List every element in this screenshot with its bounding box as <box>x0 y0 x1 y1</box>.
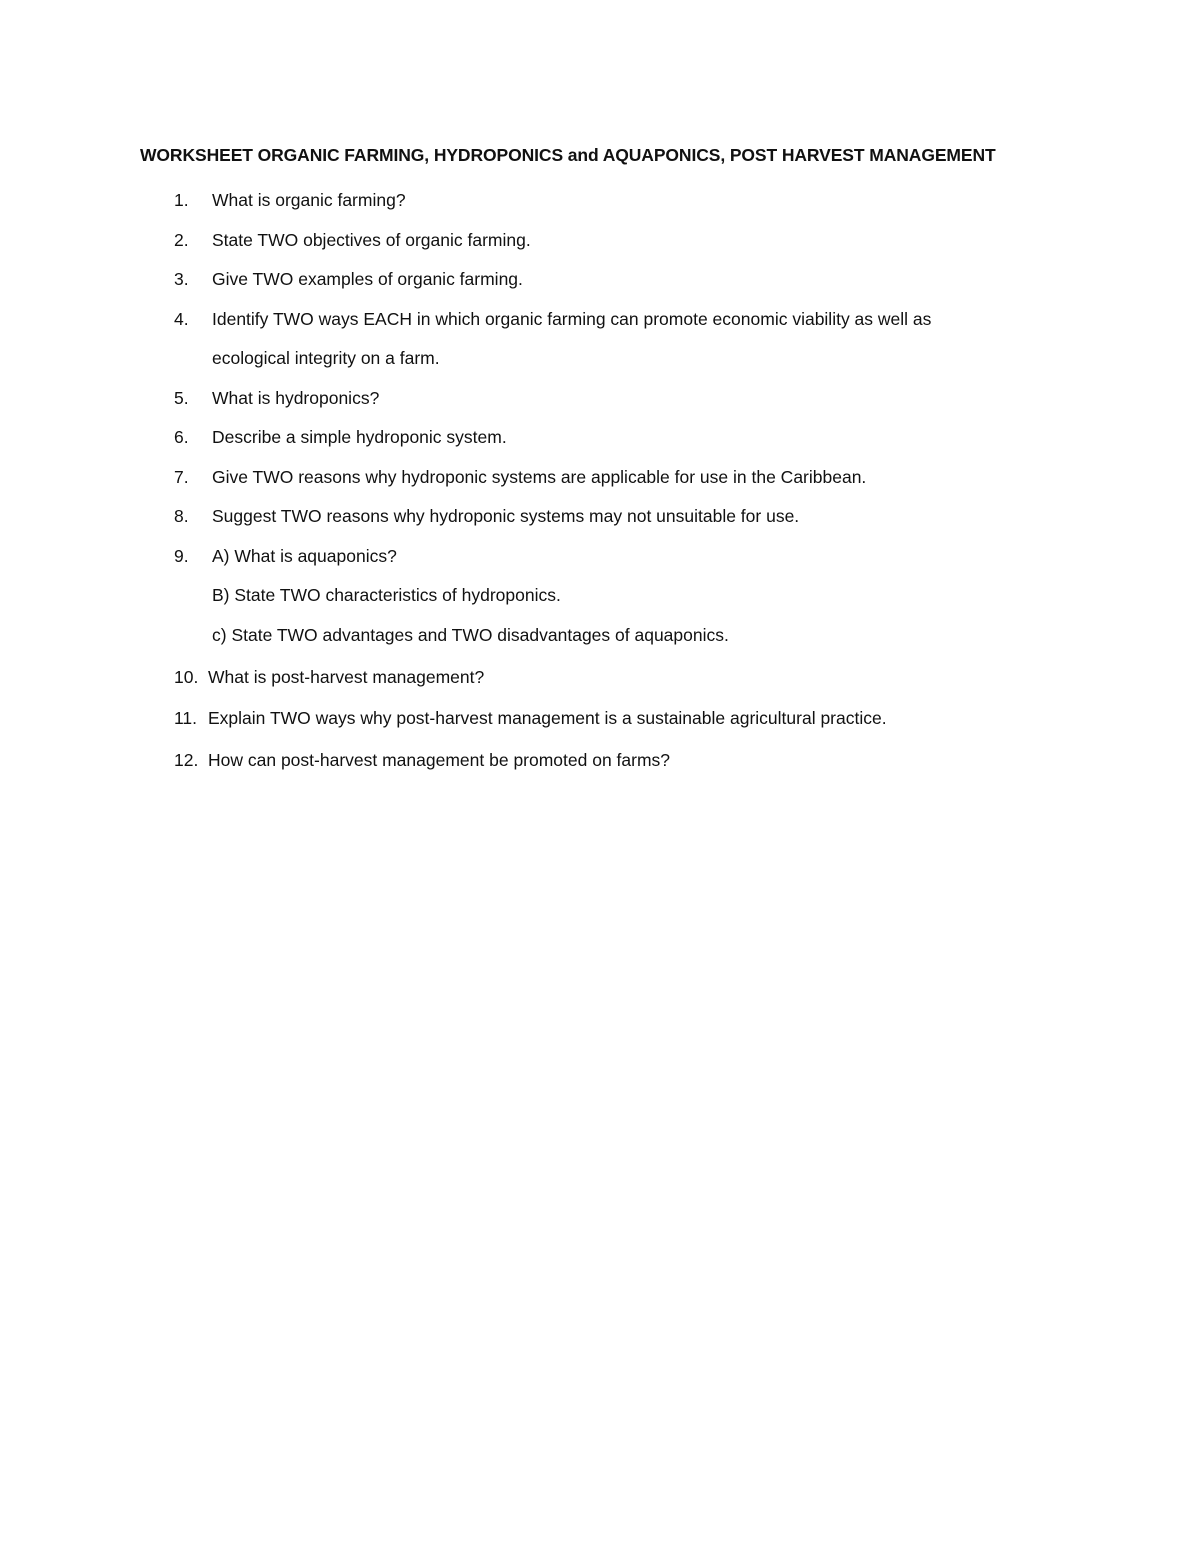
question-text: How can post-harvest management be promoted on farms? <box>208 750 671 770</box>
worksheet-title: WORKSHEET ORGANIC FARMING, HYDROPONICS and AQUAPONICS, POST HARVEST MANAGEMENT <box>140 145 996 165</box>
question-number: 6. <box>174 427 189 447</box>
question-text: What is post-harvest management? <box>208 667 485 687</box>
question-text: What is organic farming? <box>212 190 406 210</box>
question-text: State TWO objectives of organic farming. <box>212 230 531 250</box>
question-number: 7. <box>174 467 189 487</box>
question-number: 12. <box>174 750 199 770</box>
question-text: What is hydroponics? <box>212 388 380 408</box>
question-number: 5. <box>174 388 189 408</box>
sub-question-text: c) State TWO advantages and TWO disadvantages of aquaponics. <box>212 625 729 645</box>
question-text: Identify TWO ways EACH in which organic farming can promote economic viability as well as <box>212 309 932 329</box>
question-text: Give TWO reasons why hydroponic systems are applicable for use in the Caribbean. <box>212 467 867 487</box>
question-number: 1. <box>174 190 189 210</box>
question-number: 4. <box>174 309 189 329</box>
question-text: A) What is aquaponics? <box>212 546 397 566</box>
question-text-continuation: ecological integrity on a farm. <box>212 348 440 368</box>
question-number: 10. <box>174 667 199 687</box>
question-text: Give TWO examples of organic farming. <box>212 269 523 289</box>
sub-question-text: B) State TWO characteristics of hydroponics. <box>212 585 561 605</box>
question-number: 3. <box>174 269 189 289</box>
question-text: Describe a simple hydroponic system. <box>212 427 507 447</box>
question-number: 11. <box>174 708 198 728</box>
question-text: Explain TWO ways why post-harvest management is a sustainable agricultural practice. <box>208 708 887 728</box>
question-number: 9. <box>174 546 189 566</box>
question-text: Suggest TWO reasons why hydroponic systems may not unsuitable for use. <box>212 506 800 526</box>
question-number: 8. <box>174 506 189 526</box>
question-number: 2. <box>174 230 189 250</box>
